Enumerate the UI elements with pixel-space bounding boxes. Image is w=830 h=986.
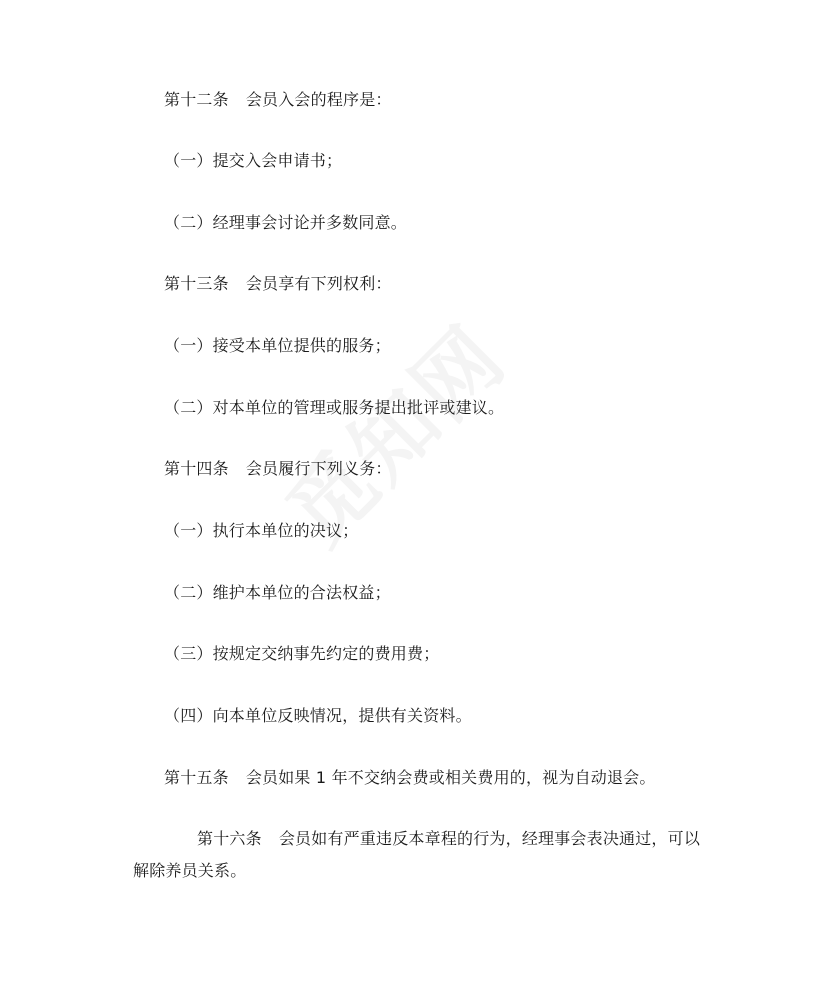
article-15-heading: [164, 770, 656, 786]
article-13-heading: [164, 276, 392, 292]
article-16-paragraph: [133, 823, 703, 887]
clause-item: （四）向本单位反映情况，提供有关资料。: [164, 706, 472, 725]
article-number: 第十三条: [164, 274, 229, 293]
article-text: 会员享有下列权利：: [245, 274, 392, 293]
clause-item: （二）经理事会讨论并多数同意。: [164, 213, 408, 232]
clause-item: （一）提交入会申请书；: [164, 151, 343, 170]
article-number: 第十六条: [197, 829, 262, 848]
clause-item: （二）对本单位的管理或服务提出批评或建议。: [164, 398, 505, 417]
clause-item: （一）执行本单位的决议；: [164, 521, 359, 540]
article-text: 会员如果 1 年不交纳会费或相关费用的，视为自动退会。: [245, 768, 656, 787]
article-number: 第十五条: [164, 768, 229, 787]
article-14-heading: [164, 461, 392, 477]
article-text: 会员履行下列义务：: [245, 459, 392, 478]
article-number: 第十四条: [164, 459, 229, 478]
article-text: 会员入会的程序是：: [245, 90, 392, 109]
clause-item: （三）按规定交纳事先约定的费用费；: [164, 644, 440, 663]
article-12-heading: [164, 92, 392, 108]
article-number: 第十二条: [164, 90, 229, 109]
clause-item: （一）接受本单位提供的服务；: [164, 336, 391, 355]
clause-item: （二）维护本单位的合法权益；: [164, 583, 391, 602]
article-text: 会员如有严重违反本章程的行为，经理事会表决通过，可以解除养员关系。: [133, 829, 701, 880]
